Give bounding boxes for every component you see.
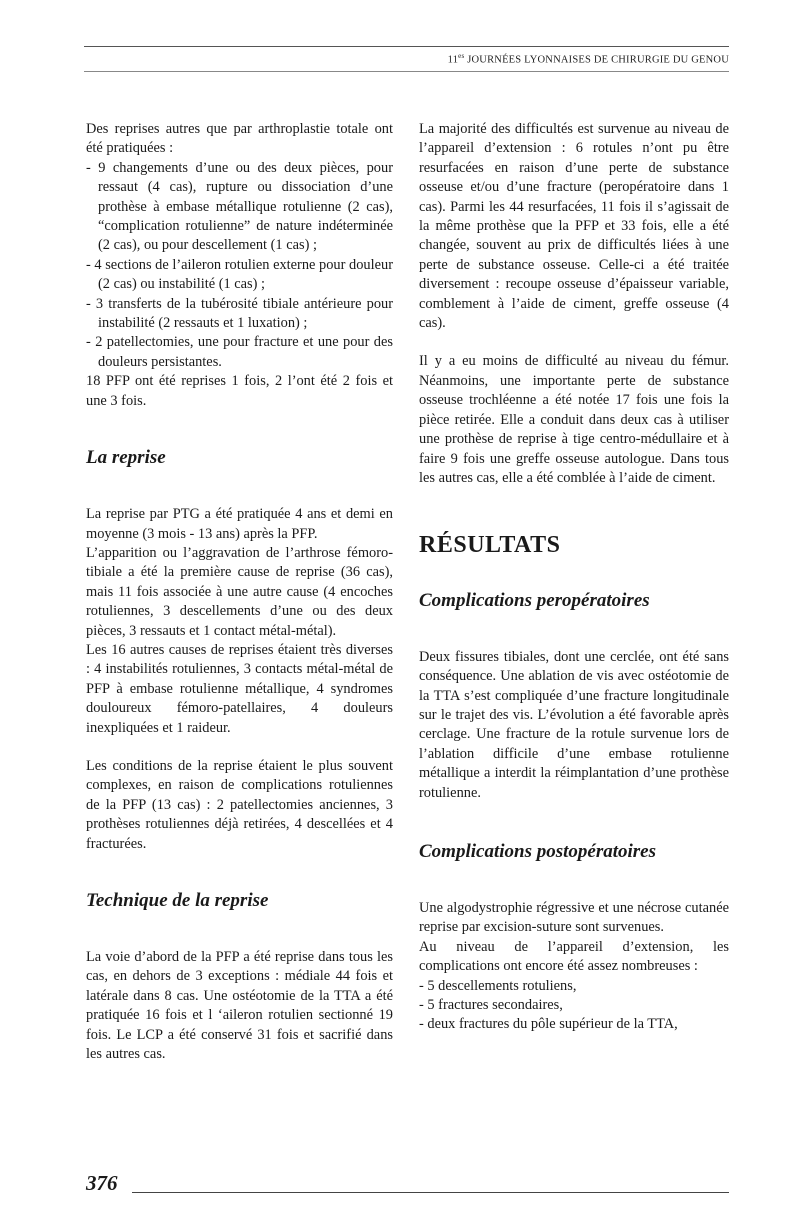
running-header — [84, 52, 729, 66]
intro-paragraph: Des reprises autres que par arthroplastie totale ont été pratiquées : — [86, 121, 393, 157]
list-item: - 3 transferts de la tubérosité tibiale antérieure pour instabilité (2 ressauts et 1 luxation) ; — [86, 295, 393, 332]
list-item: - 2 patellectomies, une pour fracture et une pour des douleurs persistantes. — [86, 334, 393, 370]
heading-resultats: RÉSULTATS — [419, 532, 561, 559]
running-header-title: JOURNÉES LYONNAISES DE CHIRURGIE DU GENOU — [464, 54, 729, 66]
running-header-sup: es — [458, 52, 465, 60]
summary-paragraph: 18 PFP ont été reprises 1 fois, 2 l’ont été 2 fois et une 3 fois. — [86, 373, 393, 409]
perop-paragraph: Deux fissures tibiales, dont une cerclée, ont été sans conséquence. Une ablation de vis avec ostéotomie de la TTA s’est compliquée d’une fracture longitudinale sur le trajet des vis. L’évolution a été favorable après cerclage. Une fracture de la rotule survenue lors de l’ablation difficile d’une embase rotulienne métallique a interdit la réimplantation d’une prothèse rotulienne. — [419, 648, 729, 801]
postop-paragraph-2: Au niveau de l’appareil d’extension, les complications ont encore été assez nombreuses : — [419, 938, 729, 975]
left-column — [86, 120, 393, 1064]
heading-technique: Technique de la reprise — [86, 890, 269, 911]
header-rule-bottom — [84, 71, 729, 72]
page-number: 376 — [86, 1171, 118, 1195]
reprise-paragraph-1: La reprise par PTG a été pratiquée 4 ans et demi en moyenne (3 mois - 13 ans) après la PFP. — [86, 506, 393, 542]
heading-la-reprise: La reprise — [86, 447, 166, 469]
technique-paragraph: La voie d’abord de la PFP a été reprise dans tous les cas, en dehors de 3 exceptions : médiale 44 fois et latérale dans 8 cas. Une ostéotomie de la TTA a été pratiquée 16 fois et l ‘aileron rotulien sectionné 19 fois. Le LCP a été conservé 31 fois et sacrifié dans les autres cas. — [86, 949, 393, 1063]
postop-paragraph-1: Une algodystrophie régressive et une nécrose cutanée reprise par excision-suture sont survenues. — [419, 899, 729, 936]
heading-complications-perop: Complications peropératoires — [419, 589, 650, 611]
femur-paragraph: Il y a eu moins de difficulté au niveau du fémur. Néanmoins, une importante perte de substance osseuse trochléenne a été notée 17 fois une fois la pièce retirée. Elle a conduit dans deux cas à utiliser une prothèse de reprise à tige centro-médullaire et à faire 9 fois une greffe osseuse autologue. Dans tous les autres cas, elle a été comblée à l’aide de ciment. — [419, 353, 729, 486]
reprise-paragraph-4: Les conditions de la reprise étaient le plus souvent complexes, en raison de complications rotuliennes de la PFP (13 cas) : 2 patellectomies anciennes, 3 prothèses rotuliennes déjà retirées, 4 descellées et 4 fracturées. — [86, 757, 393, 852]
right-column — [419, 120, 729, 1035]
extension-paragraph: La majorité des difficultés est survenue au niveau de l’appareil d’extension : 6 rotules n’ont pu être resurfacées en raison d’une perte de substance osseuse et/ou d’une fracture (peropératoire dans 1 cas). Parmi les 44 resurfacées, 11 fois il s’agissait de la même prothèse que la PFP et 33 fois, elle a été changée, souvent au prix de difficultés liées à une perte de substance osseuse. Celle-ci a été traitée diversement : recoupe osseuse d’épaisseur variable, comblement à l’aide de ciment, greffe osseuse (4 cas). — [419, 121, 729, 332]
heading-complications-postop: Complications postopératoires — [419, 840, 656, 862]
list-item: - 4 sections de l’aileron rotulien externe pour douleur (2 cas) ou instabilité (1 cas) ; — [86, 256, 393, 293]
postop-list-item: - deux fractures du pôle supérieur de la TTA, — [419, 1016, 678, 1033]
postop-list-item: - 5 descellements rotuliens, — [419, 977, 577, 994]
postop-list-item: - 5 fractures secondaires, — [419, 997, 563, 1013]
running-header-prefix: 11 — [447, 54, 459, 66]
reprise-paragraph-3: Les 16 autres causes de reprises étaient très diverses : 4 instabilités rotuliennes, 3 contacts métal-métal de PFP à embase rotulienne métallique, 4 syndromes douloureux fémoro-patellaires, 4 douleurs inexpliquées et 1 raideur. — [86, 641, 393, 736]
footer-rule — [132, 1192, 729, 1193]
list-item: - 9 changements d’une ou des deux pièces, pour ressaut (4 cas), rupture ou dissociation d’une prothèse à embase métallique rotulienne (2 cas), “complication rotulienne” de nature indéterminée (2 cas), ou pour descellement (1 cas) ; — [86, 159, 393, 254]
reprise-paragraph-2: L’apparition ou l’aggravation de l’arthrose fémoro-tibiale a été la première cause de reprise (36 cas), mais 11 fois associée à une autre cause (4 encoches rotuliennes, 3 descellements d’une ou des deux pièces, 3 ressauts et 1 contact métal-métal). — [86, 544, 393, 639]
header-rule-top — [84, 46, 729, 47]
